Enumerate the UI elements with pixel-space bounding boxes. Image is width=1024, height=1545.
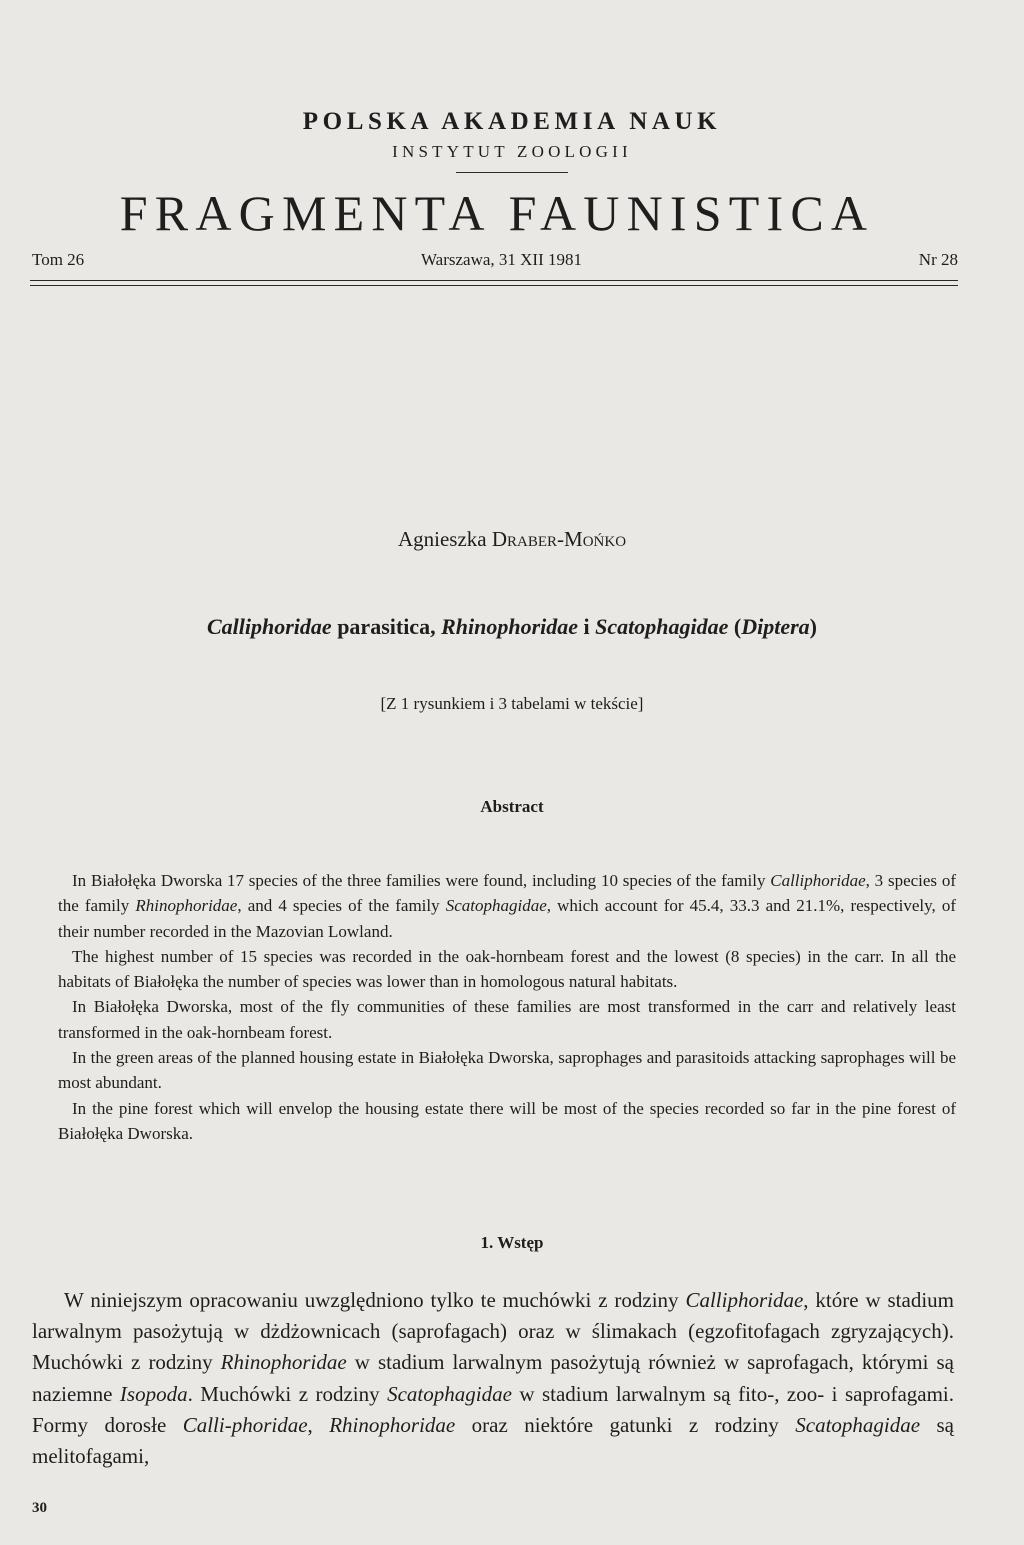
body-text-run: oraz niektóre gatunki z rodziny — [455, 1412, 796, 1437]
title-text: ( — [728, 614, 742, 639]
section-heading: 1. Wstęp — [480, 1233, 544, 1252]
body-text-run: w stadium larwalnym pasożytują również w saprofagach, którymi są naziemne — [32, 1350, 954, 1406]
title-taxon-calliphoridae: Calliphoridae — [207, 614, 332, 639]
body-text-run: W niniejszym opracowaniu uwzględniono tylko te muchówki z rodziny — [64, 1288, 686, 1312]
title-text: i — [578, 614, 596, 639]
abstract-paragraph: The highest number of 15 species was recorded in the oak-hornbeam forest and the lowest (8 species) in the carr. In all the habitats of Białołęka the number of species was lower than in homologous natural habitats. — [58, 946, 956, 992]
header-double-rule-bottom — [30, 285, 958, 286]
body-taxon: Scatophagidae — [387, 1381, 512, 1406]
abstract-paragraph: In Białołęka Dworska, most of the fly communities of these families are most transformed in the carr and relatively least transformed in the oak-hornbeam forest. — [58, 997, 956, 1042]
paper-title — [0, 614, 1024, 640]
figures-note: [Z 1 rysunkiem i 3 tabelami w tekście] — [380, 694, 644, 713]
organization-name: POLSKA AKADEMIA NAUK — [302, 108, 722, 135]
page-number: 30 — [32, 1500, 47, 1516]
body-taxon: Rhinophoridae — [329, 1412, 456, 1437]
abstract-body — [58, 868, 956, 1146]
abstract-heading: Abstract — [480, 797, 544, 816]
issue-line — [32, 250, 958, 270]
issue-number: Nr 28 — [918, 250, 958, 269]
volume-label: Tom 26 — [32, 250, 85, 269]
author-first-name: Agnieszka — [397, 527, 487, 551]
body-text — [32, 1285, 954, 1472]
issue-date: Warszawa, 31 XII 1981 — [420, 250, 582, 269]
header-divider — [456, 172, 568, 173]
body-taxon: Isopoda — [119, 1381, 188, 1406]
title-text: ) — [809, 614, 817, 639]
abstract-taxon: Calliphoridae — [770, 871, 866, 890]
author-name — [0, 527, 1024, 552]
body-taxon: Rhinophoridae — [220, 1350, 347, 1375]
body-text-run: w stadium larwalnym są fito-, zoo- i saprofagami. Formy dorosłe — [32, 1381, 955, 1437]
abstract-text: , which account for 45.4, 33.3 and 21.1%, respectively, of their number recorded in the Mazovian Lowland. — [58, 896, 956, 941]
body-text-run: , — [307, 1412, 330, 1437]
abstract-text: , and 4 species of the family — [237, 896, 446, 916]
abstract-paragraph: In the pine forest which will envelop the housing estate there will be most of the species recorded so far in the pine forest of Białołęka Dworska. — [58, 1098, 956, 1143]
abstract-taxon: Rhinophoridae — [135, 896, 238, 916]
abstract-paragraph — [58, 868, 956, 944]
abstract-text: In Białołęka Dworska 17 species of the three families were found, including 10 species of the family — [72, 871, 771, 890]
institute-name: INSTYTUT ZOOLOGII — [392, 142, 632, 161]
body-taxon: Scatophagidae — [795, 1412, 921, 1437]
abstract-taxon: Scatophagidae — [445, 896, 547, 916]
journal-title: FRAGMENTA FAUNISTICA — [119, 185, 875, 241]
abstract-paragraph: In the green areas of the planned housing estate in Białołęka Dworska, saprophages and parasitoids attacking saprophages will be most abundant. — [58, 1048, 956, 1093]
body-paragraph — [32, 1285, 954, 1472]
title-taxon-diptera: Diptera — [741, 614, 810, 639]
body-taxon: Calliphoridae — [685, 1288, 804, 1312]
body-taxon: Calli-phoridae — [182, 1412, 308, 1437]
title-text: parasitica, — [331, 614, 442, 639]
title-taxon-rhinophoridae: Rhinophoridae — [441, 614, 579, 639]
author-last-name: Draber-Mońko — [491, 527, 627, 551]
body-text-run: są melitofagami, — [32, 1412, 954, 1469]
abstract-text: , 3 species of the family — [58, 871, 956, 916]
header-double-rule-top — [30, 280, 958, 281]
body-text-run: , które w stadium larwalnym pasożytują w dżdżownicach (saprofagach) oraz w ślimakach (egzofitofagach zgryzających). Muchówki z rodziny — [32, 1288, 954, 1375]
body-text-run: . Muchówki z rodziny — [187, 1381, 388, 1406]
title-taxon-scatophagidae: Scatophagidae — [595, 614, 729, 639]
